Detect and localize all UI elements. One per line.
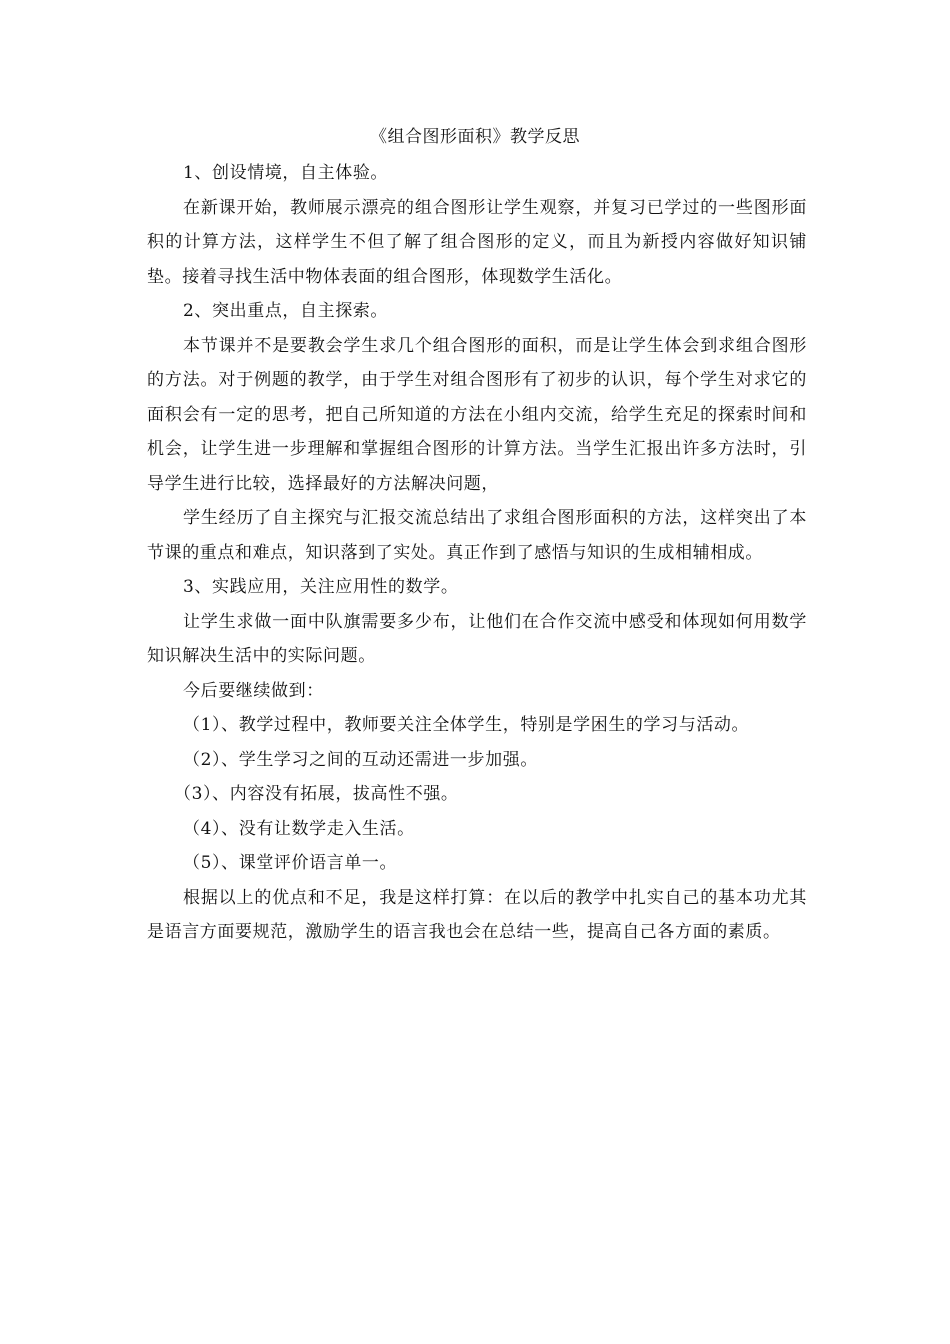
list-intro: 今后要继续做到：	[183, 680, 324, 701]
paragraph: 让学生求做一面中队旗需要多少布，让他们在合作交流中感受和体现如何用数学知识解决生活中的实际问题。	[147, 611, 807, 666]
list-item: （5）、课堂评价语言单一。	[183, 853, 398, 873]
section-heading-1: 1、创设情境，自主体验。	[183, 163, 389, 183]
paragraph: 学生经历了自主探究与汇报交流总结出了求组合图形面积的方法，这样突出了本节课的重点和难点，知识落到了实处。真正作到了感悟与知识的生成相辅相成。	[147, 508, 807, 563]
section-heading-3: 3、实践应用，关注应用性的数学。	[183, 577, 459, 597]
list-item: （1）、教学过程中，教师要关注全体学生，特别是学困生的学习与活动。	[183, 715, 750, 735]
paragraph: 根据以上的优点和不足，我是这样打算：在以后的教学中扎实自己的基本功尤其是语言方面要规范，激励学生的语言我也会在总结一些，提高自己各方面的素质。	[147, 887, 807, 942]
document-title: 《组合图形面积》教学反思	[370, 127, 580, 147]
paragraph: 在新课开始，教师展示漂亮的组合图形让学生观察，并复习已学过的一些图形面积的计算方法，这样学生不但了解了组合图形的定义，而且为新授内容做好知识铺垫。接着寻找生活中物体表面的组合图形，体现数学生活化。	[147, 197, 807, 287]
document-body	[147, 156, 807, 950]
list-item: （3）、内容没有拓展，拔高性不强。	[174, 784, 459, 804]
list-item: （2）、学生学习之间的互动还需进一步加强。	[183, 749, 538, 770]
list-item: （4）、没有让数学走入生活。	[183, 818, 415, 839]
paragraph: 本节课并不是要教会学生求几个组合图形的面积，而是让学生体会到求组合图形的方法。对于例题的教学，由于学生对组合图形有了初步的认识，每个学生对求它的面积会有一定的思考，把自己所知道的方法在小组内交流，给学生充足的探索时间和机会，让学生进一步理解和掌握组合图形的计算方法。当学生汇报出许多方法时，引导学生进行比较，选择最好的方法解决问题，	[147, 335, 807, 494]
section-heading-2: 2、突出重点，自主探索。	[183, 301, 389, 321]
